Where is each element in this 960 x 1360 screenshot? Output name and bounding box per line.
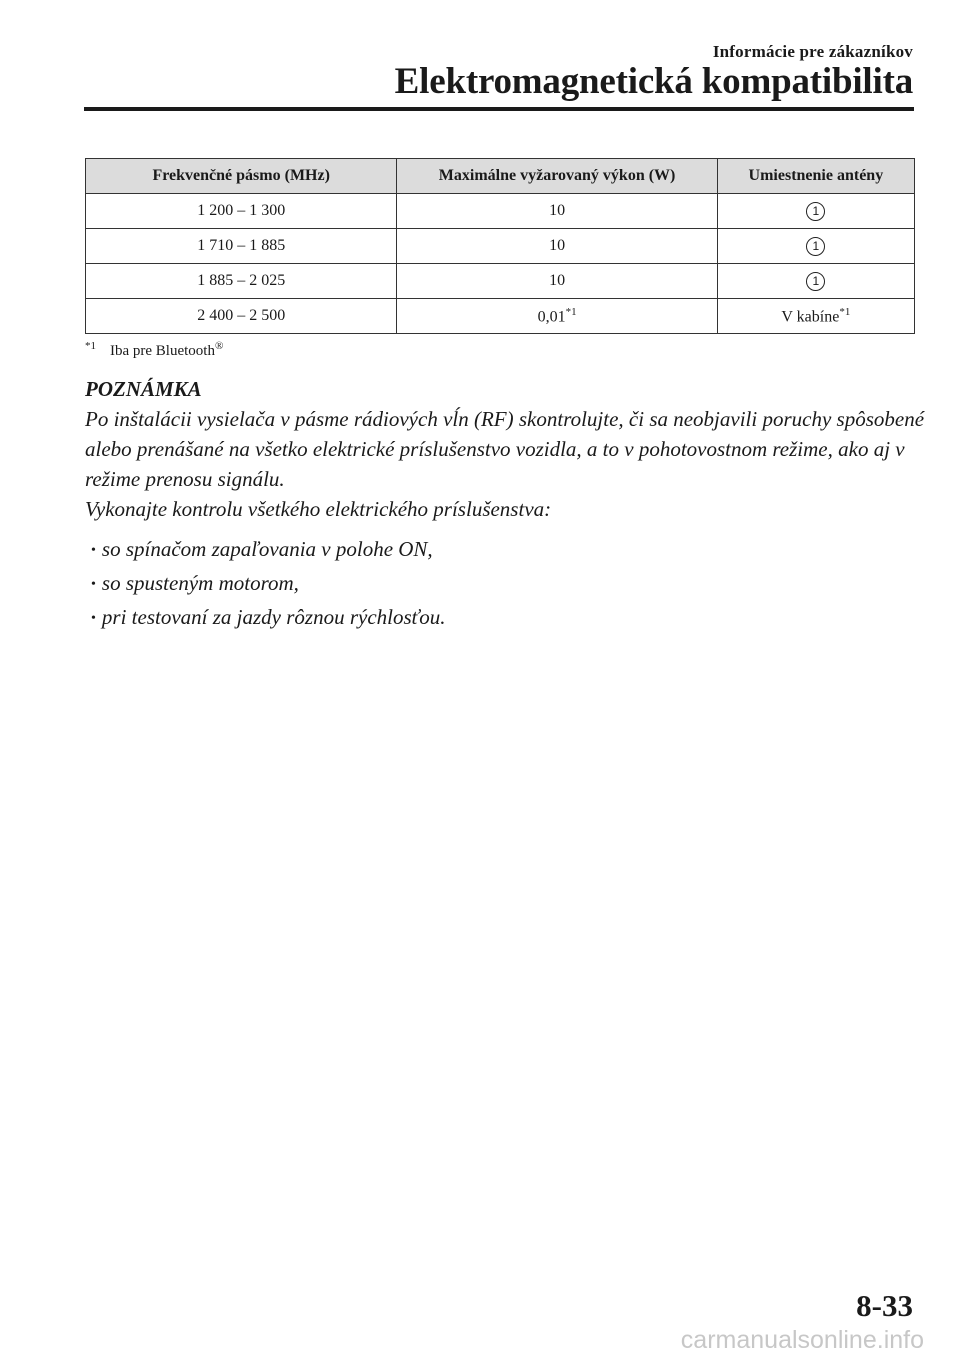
list-item-text: so spínačom zapaľovania v polohe ON,: [101, 537, 433, 561]
power-value: 10: [549, 237, 566, 254]
bullet-icon: •: [91, 577, 96, 592]
spec-table: [85, 158, 915, 334]
antenna-text: V kabíne: [781, 308, 840, 326]
cell-antenna: [717, 229, 914, 264]
cell-power: [397, 194, 717, 229]
cell-antenna: [717, 264, 914, 299]
cell-power: [397, 299, 717, 334]
power-value: 0,01: [537, 308, 566, 326]
cell-frequency: 1 200 – 1 300: [86, 194, 397, 229]
note-paragraph: Vykonajte kontrolu všetkého elektrického príslušenstva:: [85, 497, 552, 521]
power-value: 10: [549, 272, 566, 289]
page-number: 8-33: [856, 1288, 913, 1323]
note-block: [85, 374, 925, 636]
header-antenna: Umiestnenie antény: [717, 159, 914, 194]
note-list: [85, 534, 925, 636]
cell-frequency: 1 710 – 1 885: [86, 229, 397, 264]
cell-power: [397, 229, 717, 264]
cell-antenna: [717, 299, 914, 334]
registered-mark: ®: [214, 340, 224, 352]
cell-frequency: 1 885 – 2 025: [86, 264, 397, 299]
note-paragraph: Po inštalácii vysielača v pásme rádiových vĺn (RF) skontrolujte, či sa neobjavili poruchy spôsobené alebo prenášané na všetko elektrické príslušenstvo vozidla, a to v pohotovostnom režime, ako aj v režime prenosu signálu.: [85, 407, 925, 491]
section-title: Informácie pre zákazníkov: [712, 42, 913, 61]
antenna-footnote-ref: *1: [839, 305, 851, 318]
header-divider: [84, 107, 914, 111]
table-row: [86, 264, 915, 299]
cell-power: [397, 264, 717, 299]
footnote-mark: *1: [85, 340, 96, 352]
table-header-row: [86, 159, 915, 194]
list-item-text: so spusteným motorom,: [101, 571, 299, 595]
cell-antenna: [717, 194, 914, 229]
footnote: [85, 340, 223, 360]
bullet-icon: •: [91, 611, 96, 626]
list-item-text: pri testovaní za jazdy rôznou rýchlosťou.: [101, 605, 446, 629]
header-power: Maximálne vyžarovaný výkon (W): [397, 159, 717, 194]
antenna-location-marker-icon: 1: [806, 237, 825, 256]
list-item: [91, 568, 925, 602]
list-item: [91, 534, 925, 568]
power-value: 10: [549, 202, 566, 219]
header-frequency: Frekvenčné pásmo (MHz): [86, 159, 397, 194]
antenna-location-marker-icon: 1: [806, 202, 825, 221]
table-row: [86, 194, 915, 229]
table-row: [86, 229, 915, 264]
bullet-icon: •: [91, 543, 96, 558]
note-heading: POZNÁMKA: [85, 377, 202, 401]
table-row: [86, 299, 915, 334]
footnote-text: Iba pre Bluetooth: [110, 343, 215, 359]
cell-frequency: 2 400 – 2 500: [86, 299, 397, 334]
page-title: Elektromagnetická kompatibilita: [394, 61, 913, 102]
watermark: carmanualsonline.info: [680, 1326, 924, 1354]
list-item: [91, 602, 925, 636]
antenna-location-marker-icon: 1: [806, 272, 825, 291]
power-footnote-ref: *1: [565, 305, 577, 318]
